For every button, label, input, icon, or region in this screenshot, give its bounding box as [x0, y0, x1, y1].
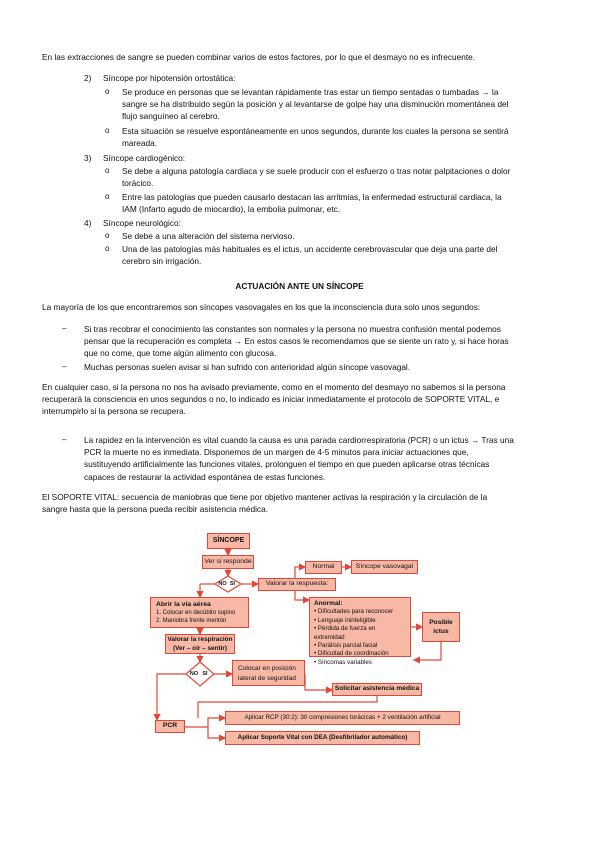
list-number: 4)	[84, 218, 92, 228]
list-item-text: Se debe a alguna patología cardiaca y se suele producir con el esfuerzo o tras notar palpitaciones o dolor torácico.	[122, 166, 511, 189]
list-title: Síncope neurológico:	[103, 218, 181, 228]
decision-si-label: SI	[229, 581, 236, 587]
bullet-glyph: o	[105, 244, 110, 253]
dea-node: Aplicar Soporte Vital con DEA (Desfibrilador automático)	[225, 731, 420, 745]
dash-glyph: –	[62, 362, 67, 371]
dash-item-text: La rapidez en la intervención es vital cuando la causa es una parada cardiorrespiratoria (PCR) o un ictus → Tras una PCR la muerte no es inmediata. Disponemos de un margen de 4-5 minutos para iniciar actuaciones que, sustituyendo artificialmente las funciones vitales, prolonguen el tiempo en que pueden aplicarse otras técnicas capaces de restaurar la actividad espontánea de estas funciones.	[84, 435, 514, 482]
intro-paragraph: En las extracciones de sangre se pueden combinar varios de estos factores, por lo que el desmayo no es infrecuente.	[42, 52, 476, 62]
bullet-glyph: o	[105, 231, 110, 240]
list-number: 2)	[84, 73, 92, 83]
bullet-glyph: o	[105, 166, 110, 175]
dash-glyph: –	[62, 435, 67, 444]
sincope-node: SÍNCOPE	[207, 533, 250, 549]
decision-no-label: NO	[189, 671, 199, 677]
solicitar-asistencia-node: Solicitar asistencia médica	[332, 683, 422, 696]
section-heading: ACTUACIÓN ANTE UN SÍNCOPE	[235, 281, 364, 291]
abrir-via-aerea-node: Abrir la vía aérea 1. Colocar en decúbito supino 2. Maniobra frente mentón	[150, 597, 249, 628]
valorar-respiracion-node: Valorar la respiración (Ver – oír – sentir)	[165, 634, 235, 654]
anormal-node: Anormal: • Dificultades para reconocer • Lenguaje ininteligible • Pérdida de fuerza en extremidad • Parálisis parcial facial • Dificultad de coordinación • Síncomas variables	[309, 597, 411, 657]
pcr-node: PCR	[155, 720, 185, 733]
dash-item-text: Muchas personas suelen avisar si han sufrido con anterioridad algún síncope vasovagal.	[84, 362, 411, 372]
sincope-vasovagal-node: Síncope vasovagal	[351, 560, 418, 574]
list-title: Síncope cardiogénico:	[103, 153, 186, 163]
list-item-text: Entre las patologías que pueden causarlo destacan las arritmias, la enfermedad estructural cardiaca, la IAM (Infarto agudo de miocardio), la embolia pulmonar, etc.	[122, 192, 502, 215]
decision-no-label: NO	[218, 581, 227, 587]
list-number: 3)	[84, 153, 92, 163]
list-item-text: Esta situación se resuelve espontáneamente en unos segundos, durante los cuales la persona se sentirá mareada.	[122, 126, 509, 149]
paragraph: La mayoría de los que encontraremos son síncopes vasovagales en los que la inconsciencia dura solo unos segundos:	[42, 302, 481, 312]
list-title: Síncope por hipotensión ortostática:	[103, 73, 236, 83]
dash-item-text: Si tras recobrar el conocimiento las constantes son normales y la persona no muestra confusión mental podemos pensar que la recuperación es completa → En estos casos le recomendamos que se siente un rato y, si hace horas que no come, que tome algún alimento con glucosa.	[84, 324, 509, 359]
dash-glyph: –	[62, 324, 67, 333]
normal-node: Normal	[305, 561, 342, 574]
bullet-glyph: o	[105, 87, 110, 96]
posicion-lateral-node: Colocar en posición lateral de seguridad	[232, 660, 305, 686]
list-item-text: Una de las patologías más habituales es el ictus, un accidente cerebrovascular que deja una parte del cerebro sin irrigación.	[122, 244, 498, 267]
valorar-respuesta-node: Valorar la respuesta:	[258, 578, 336, 591]
bullet-glyph: o	[105, 192, 110, 201]
decision-si-label: SI	[202, 671, 208, 677]
posible-ictus-node: Posible ictus	[422, 612, 460, 642]
list-item-text: Se produce en personas que se levantan rápidamente tras estar un tiempo sentadas o tumbadas → la sangre se ha distribuido según la posición y al levantarse de golpe hay una disminución momentánea del flujo sanguíneo al cerebro.	[122, 87, 509, 122]
paragraph: El SOPORTE VITAL: secuencia de maniobras que tiene por objetivo mantener activas la respiración y la circulación de la sangre hasta que la persona pueda recibir asistencia médica.	[42, 492, 488, 515]
bullet-glyph: o	[105, 126, 110, 135]
paragraph: En cualquier caso, si la persona no nos ha avisado previamente, como en el momento del desmayo no sabemos si la persona recuperará la consciencia en unos segundos o no, lo indicado es iniciar inmediatamente el protocolo de SOPORTE VITAL, e interrumpirlo si la persona se recupera.	[42, 382, 506, 417]
ver-si-responde-node: Ver si responde	[202, 555, 254, 569]
rcp-node: Aplicar RCP (30:2): 30 compresiones torácicas + 2 ventilación artificial	[225, 711, 460, 725]
list-item-text: Se debe a una alteración del sistema nervioso.	[122, 231, 295, 241]
